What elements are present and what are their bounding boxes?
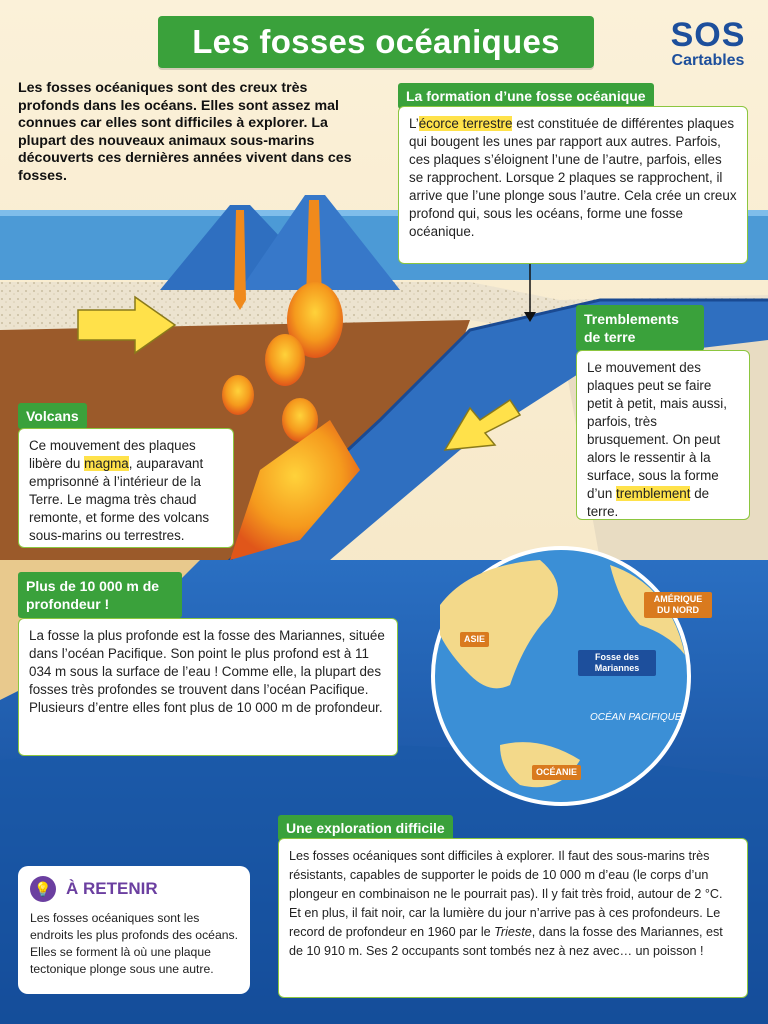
profondeur-heading: Plus de 10 000 m de profondeur ! <box>18 572 182 618</box>
map-label-oceanie: OCÉANIE <box>532 765 581 780</box>
exploration-italic: Trieste <box>494 925 532 939</box>
formation-heading: La formation d’une fosse océanique <box>398 83 654 109</box>
volcans-highlight: magma <box>84 456 129 471</box>
map-label-fosse: Fosse des Mariannes <box>578 650 656 676</box>
map-label-ocean: OCÉAN PACIFIQUE <box>590 712 682 723</box>
retenir-text: Les fosses océaniques sont les endroits les plus profonds des océans. Elles se forment là où une plaque tectonique plonge sous une autre. <box>30 911 238 976</box>
profondeur-text-box: La fosse la plus profonde est la fosse des Mariannes, située dans l’océan Pacifique. Son point le plus profond est à 11 034 m sous la surface de l’eau ! Comme elle, la plupart des fosses très profondes se trouvent dans l’océan Pacifique. Plusieurs d’entre elles font plus de 10 000 m de profondeur. <box>18 618 398 756</box>
tremblements-text-before: Le mouvement des plaques peut se faire petit à petit, mais aussi, parfois, très brusquement. On peut alors le ressentir à la surface, sous la forme d’un <box>587 360 727 501</box>
tremblements-highlight: tremblement <box>616 486 691 501</box>
volcans-text-after: , auparavant emprisonné à l’intérieur de la Terre. Le magma très chaud remonte, et forme des volcans sous-marins ou terrestres. <box>29 456 210 543</box>
logo-text-top: SOS <box>670 16 746 54</box>
map-label-asie: ASIE <box>460 632 489 647</box>
tremblements-text-after: de terre. <box>587 486 710 519</box>
volcans-heading: Volcans <box>18 403 87 429</box>
brand-logo <box>662 18 754 74</box>
lightbulb-icon: 💡 <box>30 876 56 902</box>
retenir-box <box>18 866 250 994</box>
exploration-text-before: Les fosses océaniques sont difficiles à explorer. Il faut des sous-marins très résistants, capables de supporter le poids de 10 000 m d’eau (le corps d’un plongeur en combinaison ne le pourrait pas). Il y fait très froid, autour de 2 °C. Et en plus, il fait noir, car la lumière du jour n’arrive pas à ces profondeurs. Le record de profondeur en 1960 par le <box>289 849 723 939</box>
exploration-text-box <box>278 838 748 998</box>
tremblements-text-box <box>576 350 750 520</box>
tremblements-heading: Tremblements de terre <box>576 305 704 351</box>
exploration-text-after: , dans la fosse des Mariannes, est de 10 910 m. Ses 2 occupants sont tombés nez à nez avec… un poisson ! <box>289 925 723 958</box>
page-title: Les fosses océaniques <box>192 23 560 60</box>
title-banner <box>158 16 594 68</box>
volcans-text-before: Ce mouvement des plaques libère du <box>29 438 196 471</box>
volcans-text-box <box>18 428 234 548</box>
retenir-heading: À RETENIR <box>66 879 158 898</box>
logo-text-bottom: Cartables <box>671 52 745 69</box>
exploration-heading: Une exploration difficile <box>278 815 453 841</box>
formation-text-box <box>398 106 748 264</box>
formation-text-before: L’ <box>409 116 419 131</box>
formation-highlight: écorce terrestre <box>418 116 513 131</box>
intro-paragraph: Les fosses océaniques sont des creux très profonds dans les océans. Elles sont assez mal connues car elles sont difficiles à explorer. La plupart des nouveaux animaux sous-marins découverts ces dernières années vivent dans ces fosses. <box>18 80 352 184</box>
map-label-amerique: AMÉRIQUE DU NORD <box>644 592 712 618</box>
formation-text-after: est constituée de différentes plaques qui bougent les unes par rapport aux autres. Parfois, ces plaques s’éloignent l’une de l’autre, parfois, elles se rapprochent. Lorsque 2 plaques se rapprochent, il arrive que l’une plonge sous l’autre. Cela crée un creux profond qui, sous les océans, forme une fosse océanique. <box>409 116 737 239</box>
